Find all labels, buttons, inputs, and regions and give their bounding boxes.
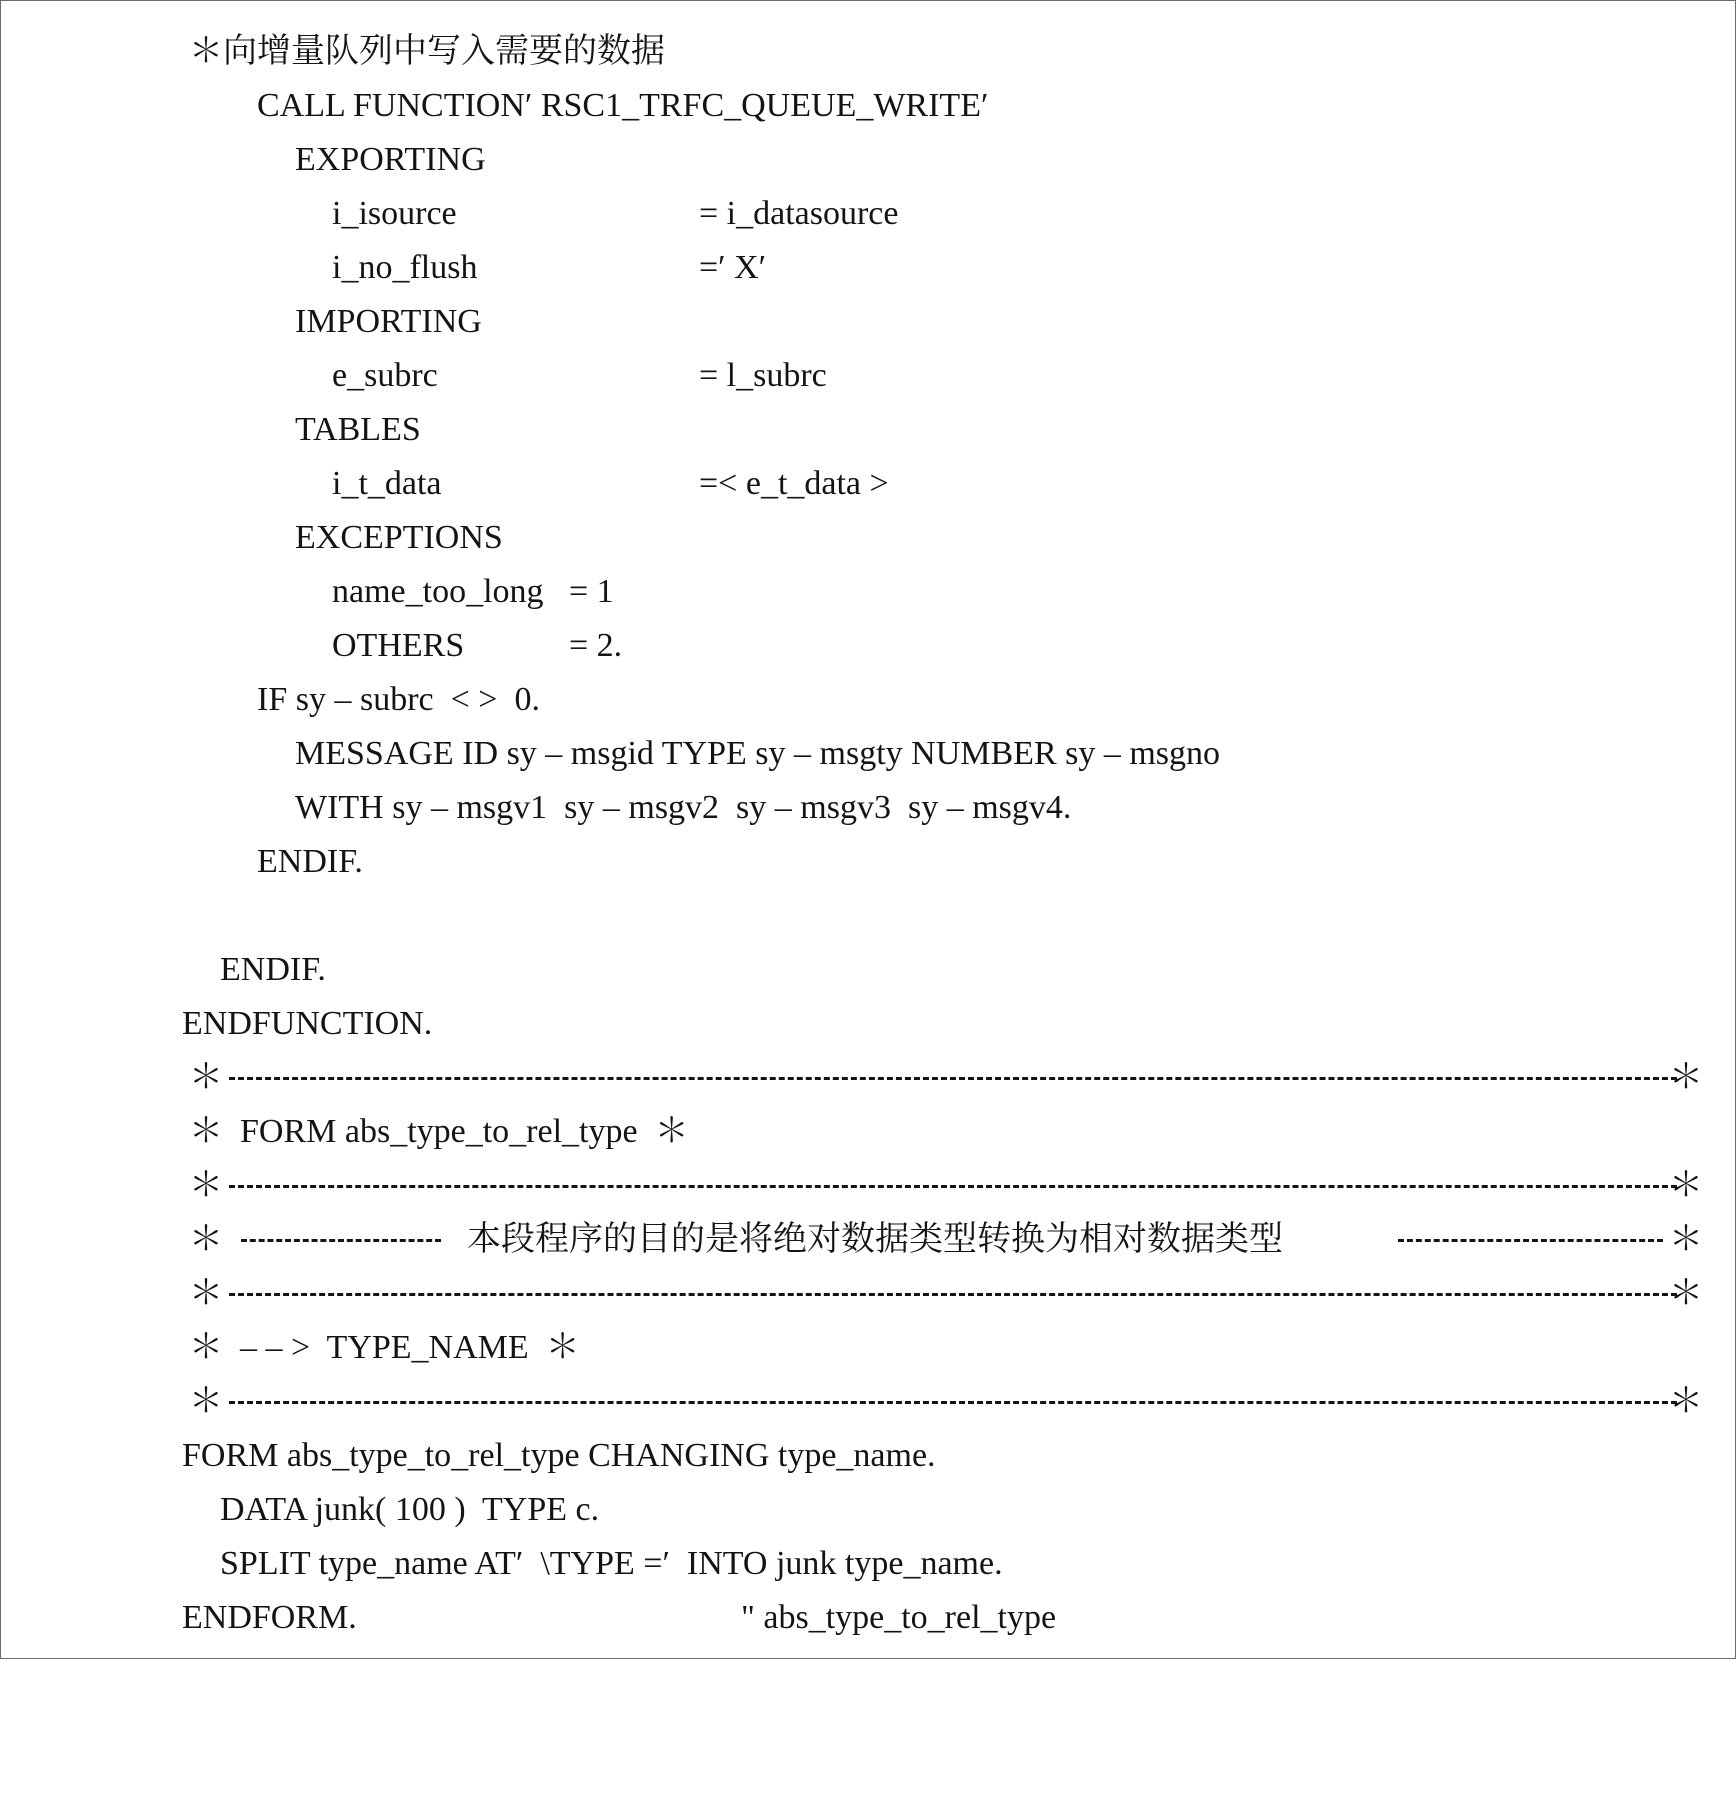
split-statement: SPLIT type_name AT′ \TYPE =′ INTO junk type_name. [220, 1545, 1003, 1582]
param-value: = i_datasource [699, 195, 899, 232]
code-line [1, 79, 989, 133]
exceptions-keyword: EXCEPTIONS [295, 519, 503, 556]
banner-text: 本段程序的目的是将绝对数据类型转换为相对数据类型 [467, 1221, 1283, 1258]
code-line [1, 1321, 580, 1375]
endform-statement: ENDFORM. [182, 1599, 357, 1636]
code-line [1, 187, 899, 241]
comment-rule [181, 1159, 1703, 1213]
comment-rule [181, 1267, 1703, 1321]
message-statement: MESSAGE ID sy – msgid TYPE sy – msgty NUMBER sy – msgno [295, 735, 1221, 772]
dashed-rule [1398, 1239, 1663, 1242]
code-line [1, 835, 363, 889]
dashed-rule [229, 1401, 1677, 1404]
code-line [1, 997, 433, 1051]
endform-comment: " abs_type_to_rel_type [741, 1599, 1057, 1636]
star-glyph: ＊ [1669, 1221, 1703, 1258]
comment-banner [181, 1213, 1703, 1267]
data-statement: DATA junk( 100 ) TYPE c. [220, 1491, 600, 1528]
star-glyph: ＊ [189, 1167, 223, 1204]
param-name: i_isource [332, 195, 457, 232]
code-line [1, 133, 486, 187]
star-glyph: ＊ [1669, 1275, 1703, 1312]
dashed-rule [241, 1239, 441, 1242]
comment-rule [181, 1051, 1703, 1105]
form-header-comment: ＊ FORM abs_type_to_rel_type ＊ [189, 1113, 689, 1150]
with-statement: WITH sy – msgv1 sy – msgv2 sy – msgv3 sy – msgv4. [295, 789, 1072, 826]
code-line [1, 1591, 1057, 1645]
code-line [1, 673, 540, 727]
star-glyph: ＊ [1669, 1167, 1703, 1204]
param-value: = 2. [569, 627, 623, 664]
code-line [1, 403, 421, 457]
param-name: e_subrc [332, 357, 438, 394]
star-glyph: ＊ [189, 1275, 223, 1312]
code-line [1, 727, 1221, 781]
type-name-comment: ＊ – – > TYPE_NAME ＊ [189, 1329, 580, 1366]
code-line [1, 1105, 689, 1159]
code-line [1, 295, 482, 349]
tables-keyword: TABLES [295, 411, 421, 448]
if-statement: IF sy – subrc < > 0. [257, 681, 540, 718]
code-line [1, 619, 623, 673]
code-line [1, 241, 767, 295]
param-value: = 1 [569, 573, 614, 610]
importing-keyword: IMPORTING [295, 303, 482, 340]
comment-rule [181, 1375, 1703, 1429]
param-name: i_t_data [332, 465, 442, 502]
param-name: i_no_flush [332, 249, 478, 286]
code-line [1, 1429, 936, 1483]
star-glyph: ＊ [189, 1059, 223, 1096]
code-line [1, 25, 665, 79]
star-glyph: ＊ [189, 1221, 223, 1258]
code-line [1, 457, 889, 511]
exporting-keyword: EXPORTING [295, 141, 486, 178]
param-value: =< e_t_data > [699, 465, 889, 502]
star-glyph: ＊ [189, 1383, 223, 1420]
param-name: OTHERS [332, 627, 465, 664]
star-glyph: ＊ [1669, 1383, 1703, 1420]
code-line [1, 511, 503, 565]
code-line [1, 781, 1072, 835]
dashed-rule [229, 1293, 1677, 1296]
code-line [1, 1537, 1003, 1591]
param-value: = l_subrc [699, 357, 827, 394]
code-line [1, 349, 827, 403]
dashed-rule [229, 1077, 1677, 1080]
code-line [1, 1483, 600, 1537]
endfunction-statement: ENDFUNCTION. [182, 1005, 433, 1042]
form-statement: FORM abs_type_to_rel_type CHANGING type_name. [182, 1437, 936, 1474]
code-line [1, 565, 614, 619]
comment-write-queue: ＊向增量队列中写入需要的数据 [189, 33, 665, 70]
dashed-rule [229, 1185, 1677, 1188]
call-function-statement: CALL FUNCTION′ RSC1_TRFC_QUEUE_WRITE′ [257, 87, 989, 124]
star-glyph: ＊ [1669, 1059, 1703, 1096]
param-value: =′ X′ [699, 249, 767, 286]
endif-statement: ENDIF. [220, 951, 326, 988]
param-name: name_too_long [332, 573, 544, 610]
code-line [1, 943, 326, 997]
endif-statement: ENDIF. [257, 843, 363, 880]
